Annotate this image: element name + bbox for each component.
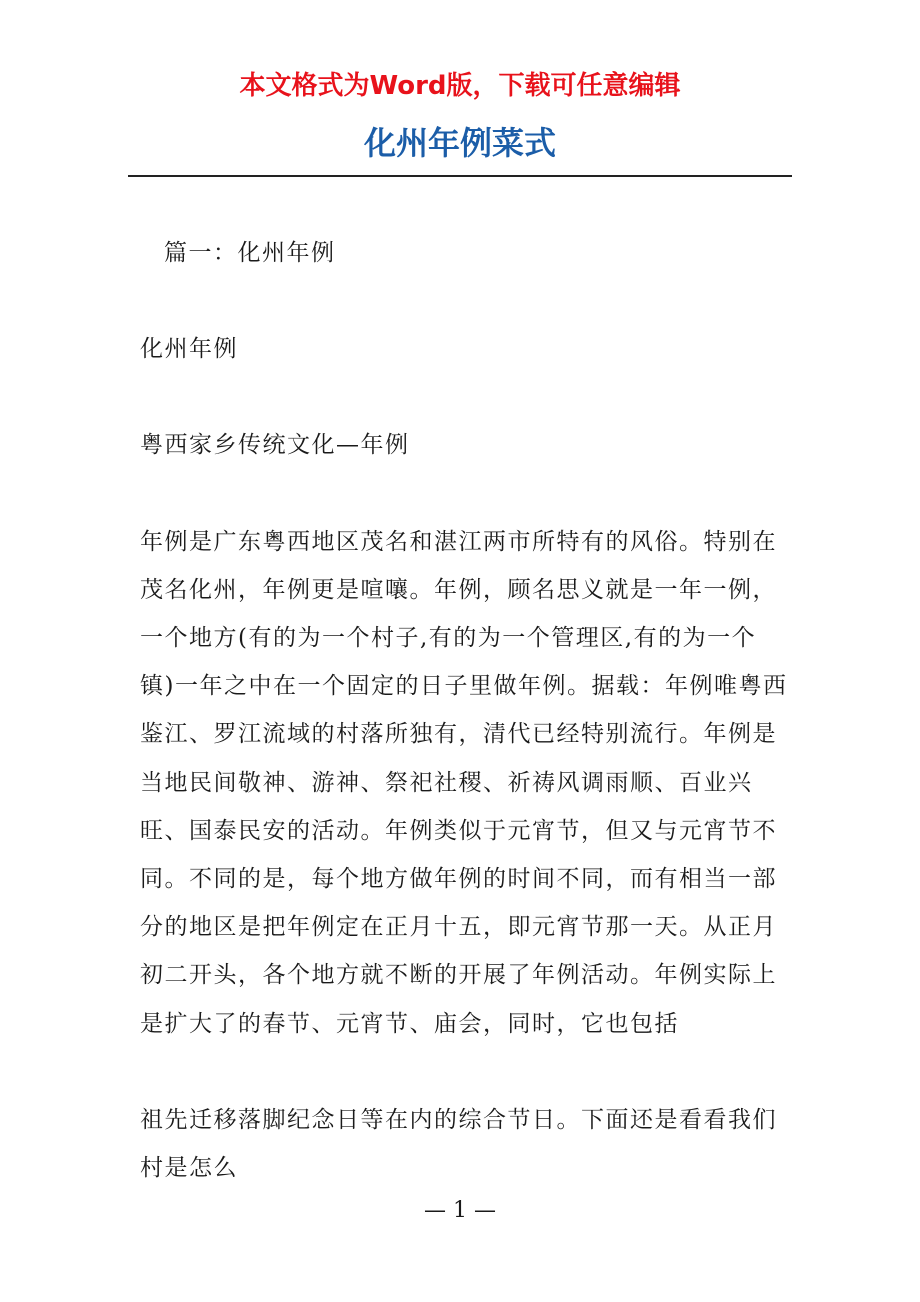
section-heading: 篇一：化州年例 <box>164 240 336 266</box>
body-paragraph: 年例是广东粤西地区茂名和湛江两市所特有的风俗。特别在茂名化州，年例更是喧嚷。年例，顾名思义就是一年一例，一个地方(有的为一个村子,有的为一个管理区,有的为一个镇)一年之中在一个固定的日子里做年例。据载：年例唯粤西鉴江、罗江流域的村落所独有，清代已经特别流行。年例是当地民间敬神、游神、祭祀社稷、祈祷风调雨顺、百业兴旺、国泰民安的活动。年例类似于元宵节，但又与元宵节不同。不同的是，每个地方做年例的时间不同，而有相当一部分的地区是把年例定在正月十五，即元宵节那一天。从正月初二开头，各个地方就不断的开展了年例活动。年例实际上是扩大了的春节、元宵节、庙会，同时，它也包括 <box>140 528 788 1037</box>
article-subtitle: 粤西家乡传统文化—年例 <box>140 432 410 459</box>
paragraph-gap <box>140 373 788 421</box>
page-number: — 1 — <box>424 1198 496 1223</box>
body-paragraph: 祖先迁移落脚纪念日等在内的综合节日。下面还是看看我们村是怎么 <box>140 1106 777 1182</box>
document-body <box>140 229 788 1192</box>
article-heading: 化州年例 <box>140 336 238 363</box>
paragraph-gap <box>140 277 788 325</box>
paragraph-gap <box>140 1048 788 1096</box>
download-banner: 本文格式为Word版，下载可任意编辑 <box>239 71 681 101</box>
title-divider <box>128 175 792 177</box>
paragraph-gap <box>140 470 788 518</box>
document-title: 化州年例菜式 <box>363 124 556 162</box>
